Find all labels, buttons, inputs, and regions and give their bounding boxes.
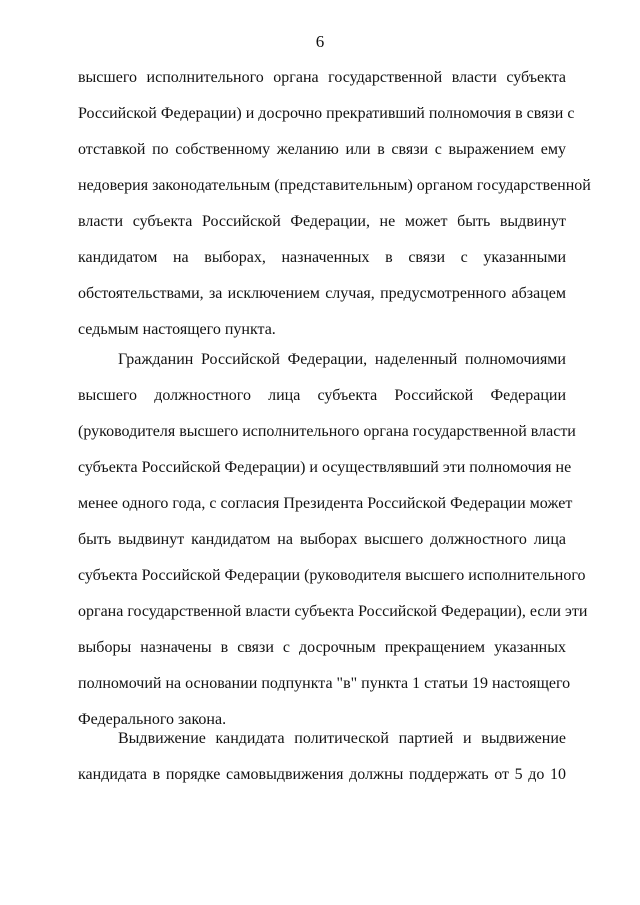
paragraph-line: Российской Федерации) и досрочно прекративший полномочия в связи с — [78, 105, 575, 122]
paragraph-line: полномочий на основании подпункта "в" пункта 1 статьи 19 настоящего — [78, 675, 571, 692]
paragraph-line: органа государственной власти субъекта Российской Федерации), если эти — [78, 603, 588, 620]
paragraph-line: власти субъекта Российской Федерации, не может быть выдвинут — [78, 213, 566, 230]
paragraph-line: Выдвижение кандидата политической партией и выдвижение — [118, 730, 566, 747]
paragraph-line: субъекта Российской Федерации (руководителя высшего исполнительного — [78, 567, 586, 584]
paragraph-line: (руководителя высшего исполнительного органа государственной власти — [78, 423, 576, 440]
paragraph-line: Гражданин Российской Федерации, наделенный полномочиями — [118, 351, 566, 368]
paragraph-2 — [78, 342, 588, 738]
paragraph-line: кандидата в порядке самовыдвижения должны поддержать от 5 до 10 — [78, 766, 566, 783]
paragraph-1 — [78, 60, 591, 348]
paragraph-line: высшего должностного лица субъекта Российской Федерации — [78, 387, 566, 404]
paragraph-line: седьмым настоящего пункта. — [78, 321, 276, 338]
paragraph-line: обстоятельствами, за исключением случая, предусмотренного абзацем — [78, 285, 566, 302]
paragraph-3 — [78, 721, 566, 793]
paragraph-line: менее одного года, с согласия Президента Российской Федерации может — [78, 495, 573, 512]
paragraph-line: недоверия законодательным (представительным) органом государственной — [78, 177, 591, 194]
paragraph-line: отставкой по собственному желанию или в связи с выражением ему — [78, 141, 566, 158]
paragraph-line: кандидатом на выборах, назначенных в связи с указанными — [78, 249, 566, 266]
paragraph-line: высшего исполнительного органа государственной власти субъекта — [78, 69, 566, 86]
paragraph-line: выборы назначены в связи с досрочным прекращением указанных — [78, 639, 566, 656]
paragraph-line: Федерального закона. — [78, 711, 227, 728]
paragraph-line: субъекта Российской Федерации) и осуществлявший эти полномочия не — [78, 459, 572, 476]
page-number: 6 — [315, 32, 325, 51]
paragraph-line: быть выдвинут кандидатом на выборах высшего должностного лица — [78, 531, 566, 548]
